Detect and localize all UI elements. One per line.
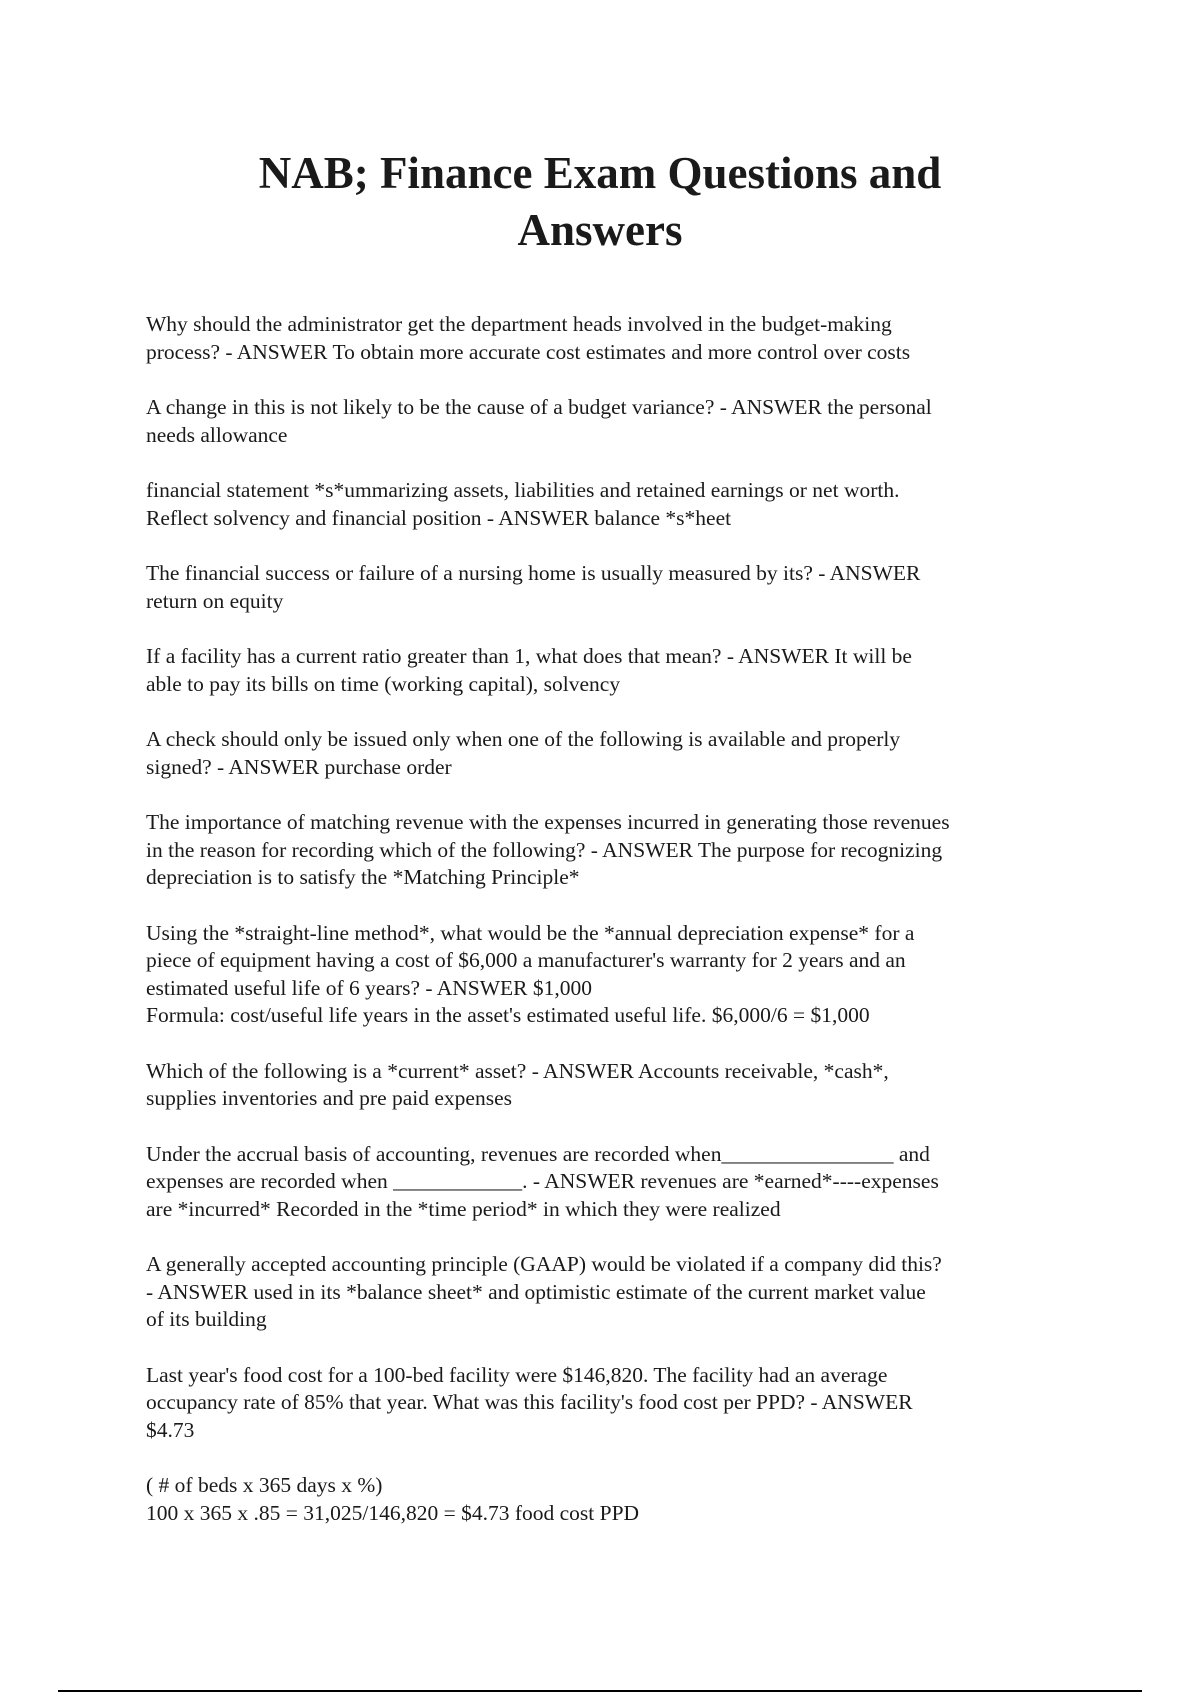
qa-line: The importance of matching revenue with the expenses incurred in generating those revenues <box>146 810 950 834</box>
qa-line: signed? - ANSWER purchase order <box>146 754 452 779</box>
qa-line: A generally accepted accounting principle (GAAP) would be violated if a company did this? <box>146 1252 942 1276</box>
qa-line: Last year's food cost for a 100-bed facility were $146,820. The facility had an average <box>146 1362 888 1387</box>
qa-line: of its building <box>146 1307 267 1331</box>
qa-item <box>146 560 1086 615</box>
qa-line: The financial success or failure of a nursing home is usually measured by its? - ANSWER <box>146 561 921 585</box>
qa-line: piece of equipment having a cost of $6,000 a manufacturer's warranty for 2 years and an <box>146 948 906 972</box>
page-title <box>0 145 1200 259</box>
qa-line: Under the accrual basis of accounting, revenues are recorded when________________ and <box>146 1141 930 1166</box>
qa-line: Formula: cost/useful life years in the asset's estimated useful life. $6,000/6 = $1,000 <box>146 1003 870 1027</box>
qa-line: A check should only be issued only when one of the following is available and properly <box>146 727 901 751</box>
qa-line: occupancy rate of 85% that year. What was this facility's food cost per PPD? - ANSWER <box>146 1390 913 1414</box>
qa-line: If a facility has a current ratio greater than 1, what does that mean? - ANSWER It will be <box>146 644 912 668</box>
qa-line: Which of the following is a *current* asset? - ANSWER Accounts receivable, *cash*, <box>146 1058 889 1083</box>
qa-line: financial statement *s*ummarizing assets, liabilities and retained earnings or net worth. <box>146 478 900 502</box>
qa-item <box>146 920 1086 1030</box>
qa-line: are *incurred* Recorded in the *time period* in which they were realized <box>146 1196 781 1221</box>
qa-line: depreciation is to satisfy the *Matching Principle* <box>146 865 580 889</box>
qa-line: ( # of beds x 365 days x %) <box>146 1473 383 1497</box>
qa-item <box>146 1251 1086 1334</box>
qa-line: return on equity <box>146 588 284 613</box>
qa-item <box>146 394 1086 449</box>
qa-line: process? - ANSWER To obtain more accurate cost estimates and more control over costs <box>146 339 911 364</box>
qa-list <box>146 311 1086 1555</box>
qa-line: estimated useful life of 6 years? - ANSWER $1,000 <box>146 975 593 1000</box>
qa-item <box>146 1362 1086 1445</box>
qa-item <box>146 1141 1086 1224</box>
qa-line: able to pay its bills on time (working capital), solvency <box>146 671 621 696</box>
qa-item <box>146 1058 1086 1113</box>
qa-line: $4.73 <box>146 1417 195 1442</box>
qa-item <box>146 311 1086 366</box>
qa-line: A change in this is not likely to be the cause of a budget variance? - ANSWER the personal <box>146 395 932 419</box>
footer-divider <box>58 1690 1142 1692</box>
qa-item <box>146 643 1086 698</box>
qa-line: - ANSWER used in its *balance sheet* and optimistic estimate of the current market value <box>146 1279 926 1304</box>
qa-line: expenses are recorded when ____________. - ANSWER revenues are *earned*----expenses <box>146 1169 939 1193</box>
qa-item <box>146 809 1086 892</box>
qa-item <box>146 477 1086 532</box>
title-line: NAB; Finance Exam Questions and <box>258 148 942 198</box>
qa-line: supplies inventories and pre paid expenses <box>146 1086 513 1110</box>
title-line: Answers <box>517 205 683 255</box>
qa-line: Why should the administrator get the department heads involved in the budget-making <box>146 312 892 336</box>
qa-line: 100 x 365 x .85 = 31,025/146,820 = $4.73 food cost PPD <box>146 1500 640 1525</box>
qa-item <box>146 1472 1086 1527</box>
qa-line: in the reason for recording which of the following? - ANSWER The purpose for recognizing <box>146 837 943 862</box>
qa-line: Reflect solvency and financial position - ANSWER balance *s*heet <box>146 505 732 530</box>
qa-item <box>146 726 1086 781</box>
qa-line: Using the *straight-line method*, what would be the *annual depreciation expense* for a <box>146 920 915 945</box>
qa-line: needs allowance <box>146 422 288 447</box>
